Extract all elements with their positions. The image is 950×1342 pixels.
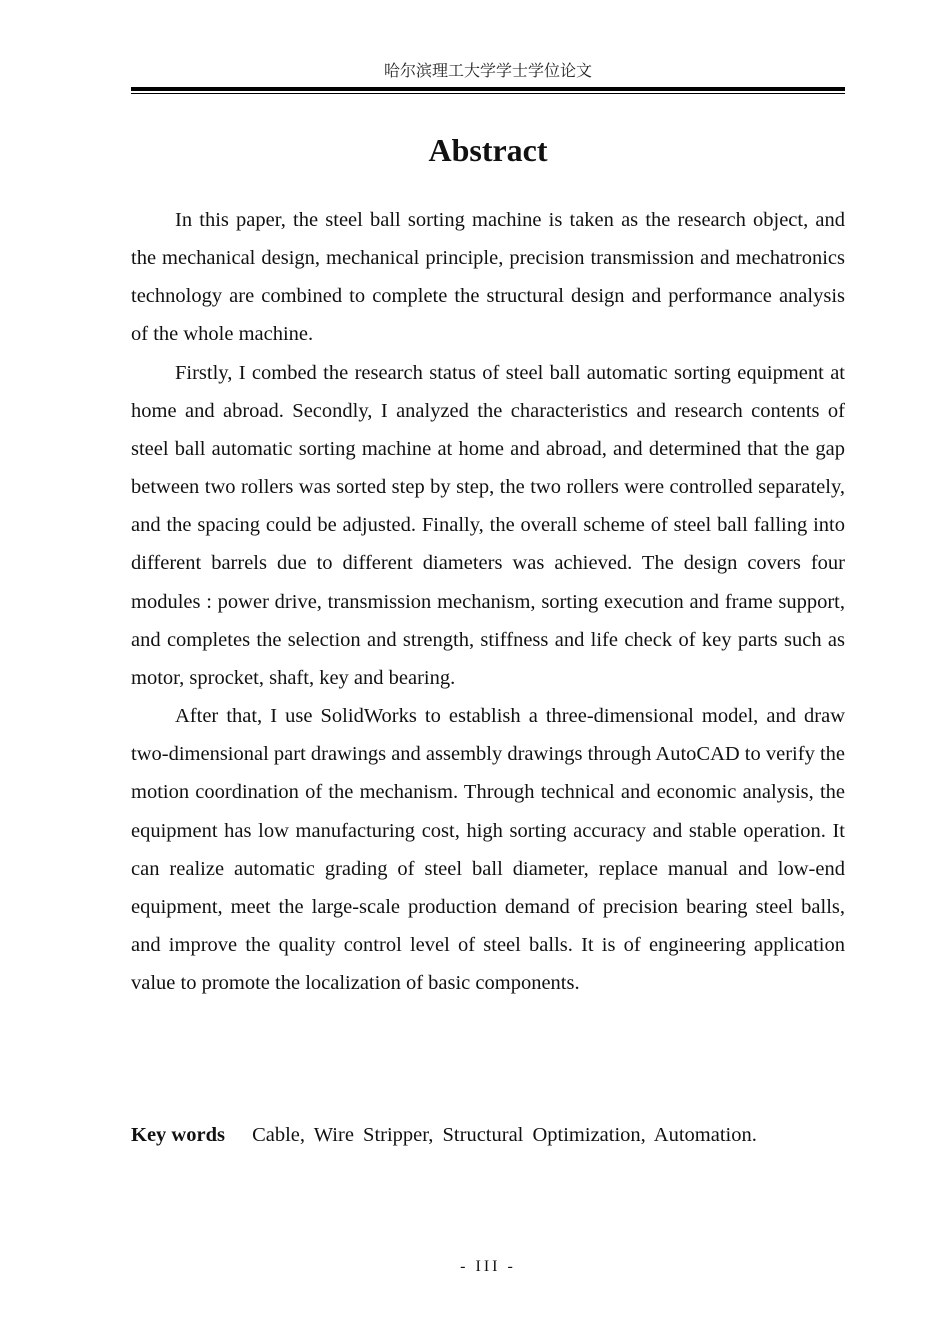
keywords-label: Key words — [131, 1124, 225, 1146]
header-rule-thick — [131, 87, 845, 91]
keywords-value: Cable, Wire Stripper, Structural Optimization, Automation. — [252, 1124, 757, 1146]
abstract-paragraph-2: Firstly, I combed the research status of steel ball automatic sorting equipment at home and abroad. Secondly, I analyzed the characteristics and research contents of steel ball automatic sorting machine at home and abroad, and determined that the gap between two rollers was sorted step by step, the two rollers were controlled separately, and the spacing could be adjusted. Finally, the overall scheme of steel ball falling into different barrels due to different diameters was achieved. The design covers four modules : power drive, transmission mechanism, sorting execution and frame support, and completes the selection and strength, stiffness and life check of key parts such as motor, sprocket, shaft, key and bearing. — [131, 361, 845, 689]
abstract-paragraph-1: In this paper, the steel ball sorting machine is taken as the research object, and the mechanical design, mechanical principle, precision transmission and mechatronics technology are combined to complete the structural design and performance analysis of the whole machine. — [131, 209, 845, 346]
running-header: 哈尔滨理工大学学士学位论文 — [383, 63, 592, 80]
abstract-paragraph-3: After that, I use SolidWorks to establish a three-dimensional model, and draw two-dimensional part drawings and assembly drawings through AutoCAD to verify the motion coordination of the mechanism. Through technical and economic analysis, the equipment has low manufacturing cost, high sorting accuracy and stable operation. It can realize automatic grading of steel ball diameter, replace manual and low-end equipment, meet the large-scale production demand of precision bearing steel balls, and improve the quality control level of steel balls. It is of engineering application value to promote the localization of basic components. — [131, 705, 845, 995]
abstract-title: Abstract — [428, 132, 548, 168]
header-rule-thin — [131, 93, 845, 94]
page-number: - III - — [460, 1258, 516, 1275]
abstract-body — [131, 201, 845, 1002]
keywords-line — [131, 1116, 845, 1154]
